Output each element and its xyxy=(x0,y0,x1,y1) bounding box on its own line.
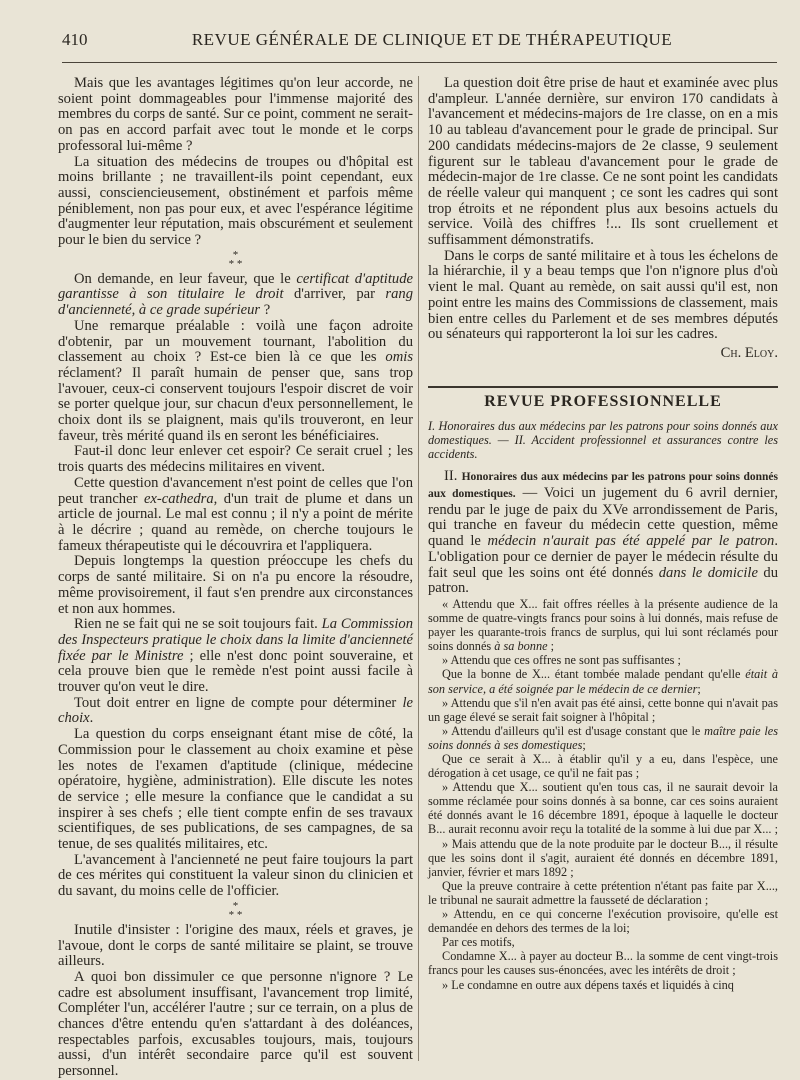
judgment-paragraph: » Attendu que X... soutient qu'en tous cas, il ne saurait devoir la somme réclamée pour soins donnés à sa bonne, car ces soins auraient été donnés avant le 16 décembre 1891, époque à laquelle le docteur B... aurait reconnu avoir reçu la totalité de la somme à lui due par X... ; xyxy=(428,780,778,837)
judgment-paragraph: Que ce serait à X... à établir qu'il y a eu, dans l'espèce, une dérogation à cet usage, ce qu'il ne fait pas ; xyxy=(428,752,778,781)
judgment-paragraph: Que la bonne de X... étant tombée malade pendant qu'elle était à son service, a été soignée par le médecin de ce dernier; xyxy=(428,667,778,696)
judgment-paragraph: Par ces motifs, xyxy=(442,935,515,950)
paragraph: Rien ne se fait qui ne se soit toujours fait. La Commission des Inspecteurs pratique le choix dans la limite d'ancienneté fixée par le Ministre ; elle n'est donc point souveraine, et cela prouve bien que le remède n'est point aussi facile à trouver qu'on veut le dire. xyxy=(58,616,413,696)
judgment-paragraph: » Mais attendu que de la note produite par le docteur B..., il résulte que les soins dont il s'agit, auraient été donnés en décembre 1891, janvier, février et mars 1892 ; xyxy=(428,836,778,879)
paragraph: La situation des médecins de troupes ou d'hôpital est moins brillante ; ne travaillent-ils point cependant, eux aussi, consciencieusement, obstinément et parfois même péniblement, non pas pour eux, et avec l'espérance légitime d'augmenter leur réputation, mais obscurément et seulement pour le bien du service ? xyxy=(58,153,413,249)
judgment-paragraph: » Attendu, en ce qui concerne l'exécution provisoire, qu'elle est demandée en dehors des termes de la loi; xyxy=(428,907,778,936)
paragraph: L'avancement à l'ancienneté ne peut faire toujours la part de ces mérites qui constituent la valeur sinon du clinicien et du savant, du moins celle de l'officier. xyxy=(58,851,413,900)
paragraph: Depuis longtemps la question préoccupe les chefs du corps de santé militaire. Si on n'a pu encore la résoudre, même provisoirement, il faut s'en prendre aux circonstances et non aux hommes. xyxy=(58,553,413,617)
judgment-paragraph: » Attendu d'ailleurs qu'il est d'usage constant que le maître paie les soins donnés à ses domestiques; xyxy=(428,723,778,752)
paragraph: La question du corps enseignant étant mise de côté, la Commission pour le classement au choix examine et pèse les notes de l'examen d'aptitude (clinique, médecine opératoire, hygiène, administration). Elle discute les notes de service ; elle mesure la confiance que le candidat a su inspirer à ses chefs ; elle tient compte enfin de ses travaux scientifiques, de ses publications, de ses campagnes, de sa tenue, de ses qualités militaires, etc. xyxy=(58,726,413,853)
judgment-paragraph: » Attendu que ces offres ne sont pas suffisantes ; xyxy=(442,653,681,668)
right-column xyxy=(428,76,778,992)
section-stars: * * * xyxy=(228,248,243,270)
paragraph: On demande, en leur faveur, que le certificat d'aptitude garantisse à son titulaire le droit d'arriver, par rang d'ancienneté, à ce grade supérieur ? xyxy=(58,270,413,319)
judgment-text xyxy=(428,597,778,992)
paragraph: La question doit être prise de haut et examinée avec plus d'ampleur. L'année dernière, sur environ 170 candidats à l'avancement et médecins-majors de 1re classe, on en a mis 10 au tableau d'avancement pour le grade de principal. Sur 200 candidats médecins-majors de 2e classe, 9 seulement figurent sur le tableau d'avancement pour le grade de médecin-major de 1re classe. Ce ne sont point les candidats de réelle valeur qui manquent ; ce sont les cadres qui sont trop étroits et ne répondent plus aux besoins actuels du service. Voilà des chiffres !... Ils sont cruellement et suffisamment démonstratifs. xyxy=(428,75,778,249)
judgment-paragraph: » Le condamne en outre aux dépens taxés et liquidés à cinq xyxy=(442,977,734,992)
section-title: REVUE PROFESSIONNELLE xyxy=(428,386,778,410)
paragraph: Tout doit entrer en ligne de compte pour déterminer le choix. xyxy=(58,694,413,727)
judgment-paragraph: » Attendu que s'il n'en avait pas été ainsi, cette bonne qui n'avait pas un gage élevé se serait fait soigner à l'hôpital ; xyxy=(428,695,778,724)
page-number: 410 xyxy=(62,30,88,49)
judgment-paragraph: Condamne X... à payer au docteur B... la somme de cent vingt-trois francs pour les causes sus-énoncées, avec les intérêts de droit ; xyxy=(428,949,778,978)
page-header xyxy=(62,30,752,50)
paragraph: II. Honoraires dus aux médecins par les patrons pour soins donnés aux domestiques. — Voici un jugement du 6 avril dernier, rendu par le juge de paix du XVe arrondissement de Paris, qui tranche en faveur du médecin cette question, même quand le médecin n'aurait pas été appelé par le patron. L'obligation pour ce dernier de payer le médecin résulte du fait seul que les soins ont été donnés dans le domicile du patron. xyxy=(428,468,778,597)
column-divider xyxy=(418,76,419,1061)
section-stars: * * * xyxy=(228,899,243,921)
paragraph: Cette question d'avancement n'est point de celles que l'on peut trancher ex-cathedra, d'un trait de plume et dans un article de journal. Le mal est connu ; il n'y a point de mérite à le décrire ; quand au remède, on cherche toujours le fameux thérapeutiste qui le découvrira et l'appliquera. xyxy=(58,474,413,554)
judgment-paragraph: Que la preuve contraire à cette prétention n'étant pas faite par X..., le tribunal ne saurait admettre la fausseté de déclaration ; xyxy=(428,878,778,907)
left-column xyxy=(58,76,413,1080)
judgment-paragraph: « Attendu que X... fait offres réelles à la présente audience de la somme de quatre-vingts francs pour soins à lui donnés, mais refuse de payer les quarante-trois francs de surplus, qui lui sont réclamés pour soins donnés à sa bonne ; xyxy=(428,596,778,654)
paragraph: Inutile d'insister : l'origine des maux, réels et graves, je l'avoue, dont le corps de santé militaire se plaint, se trouve ailleurs. xyxy=(58,921,413,970)
paragraph: Dans le corps de santé militaire et à tous les échelons de la hiérarchie, il y a beau temps que l'on n'ignore plus d'où vient le mal. Quant au remède, on sait aussi qu'il est, non point entre les mains des Commissions de classement, mais bien entre celles du Parlement et de ses membres députés ou sénateurs qui rapporteront la loi sur les cadres. xyxy=(428,247,778,343)
author-signature: Ch. Eloy. xyxy=(720,344,778,361)
header-rule xyxy=(62,62,777,63)
paragraph: A quoi bon dissimuler ce que personne n'ignore ? Le cadre est absolument insuffisant, l'avancement trop limité, Compléter l'un, accélérer l'autre ; sur ce terrain, on a plus de chances d'être entendu qu'en s'attardant à des doléances, respectables parfois, excusables toujours, mais, toujours aussi, d'un intérêt secondaire parce qu'il est souvent personnel. xyxy=(58,968,413,1080)
section-summary: I. Honoraires dus aux médecins par les patrons pour soins donnés aux domestiques. — II. Accident professionnel et assurances contre les accidents. xyxy=(428,419,778,462)
paragraph: Faut-il donc leur enlever cet espoir? Ce serait cruel ; les trois quarts des médecins militaires en vivent. xyxy=(58,443,413,476)
paragraph: Une remarque préalable : voilà une façon adroite d'obtenir, par un mouvement tournant, l'abolition du classement au choix ? Est-ce bien là ce que les omis réclament? Il paraît humain de penser que, sans trop l'avouer, ceux-ci conservent toujours l'espoir discret de voir se porter quelque jour, sur chacun d'eux personnellement, le choix dont ils se plaignent, mais qu'ils trouveront, en leur faveur, très mérité quand ils en seront les bénéficiaires. xyxy=(58,317,413,444)
running-title: REVUE GÉNÉRALE DE CLINIQUE ET DE THÉRAPEUTIQUE xyxy=(191,30,673,49)
paragraph: Mais que les avantages légitimes qu'on leur accorde, ne soient point dommageables pour l'immense majorité des membres du corps de santé. Sur ce point, comment ne serait-on pas en accord parfait avec tout le monde et le corps professoral lui-même ? xyxy=(58,75,414,154)
